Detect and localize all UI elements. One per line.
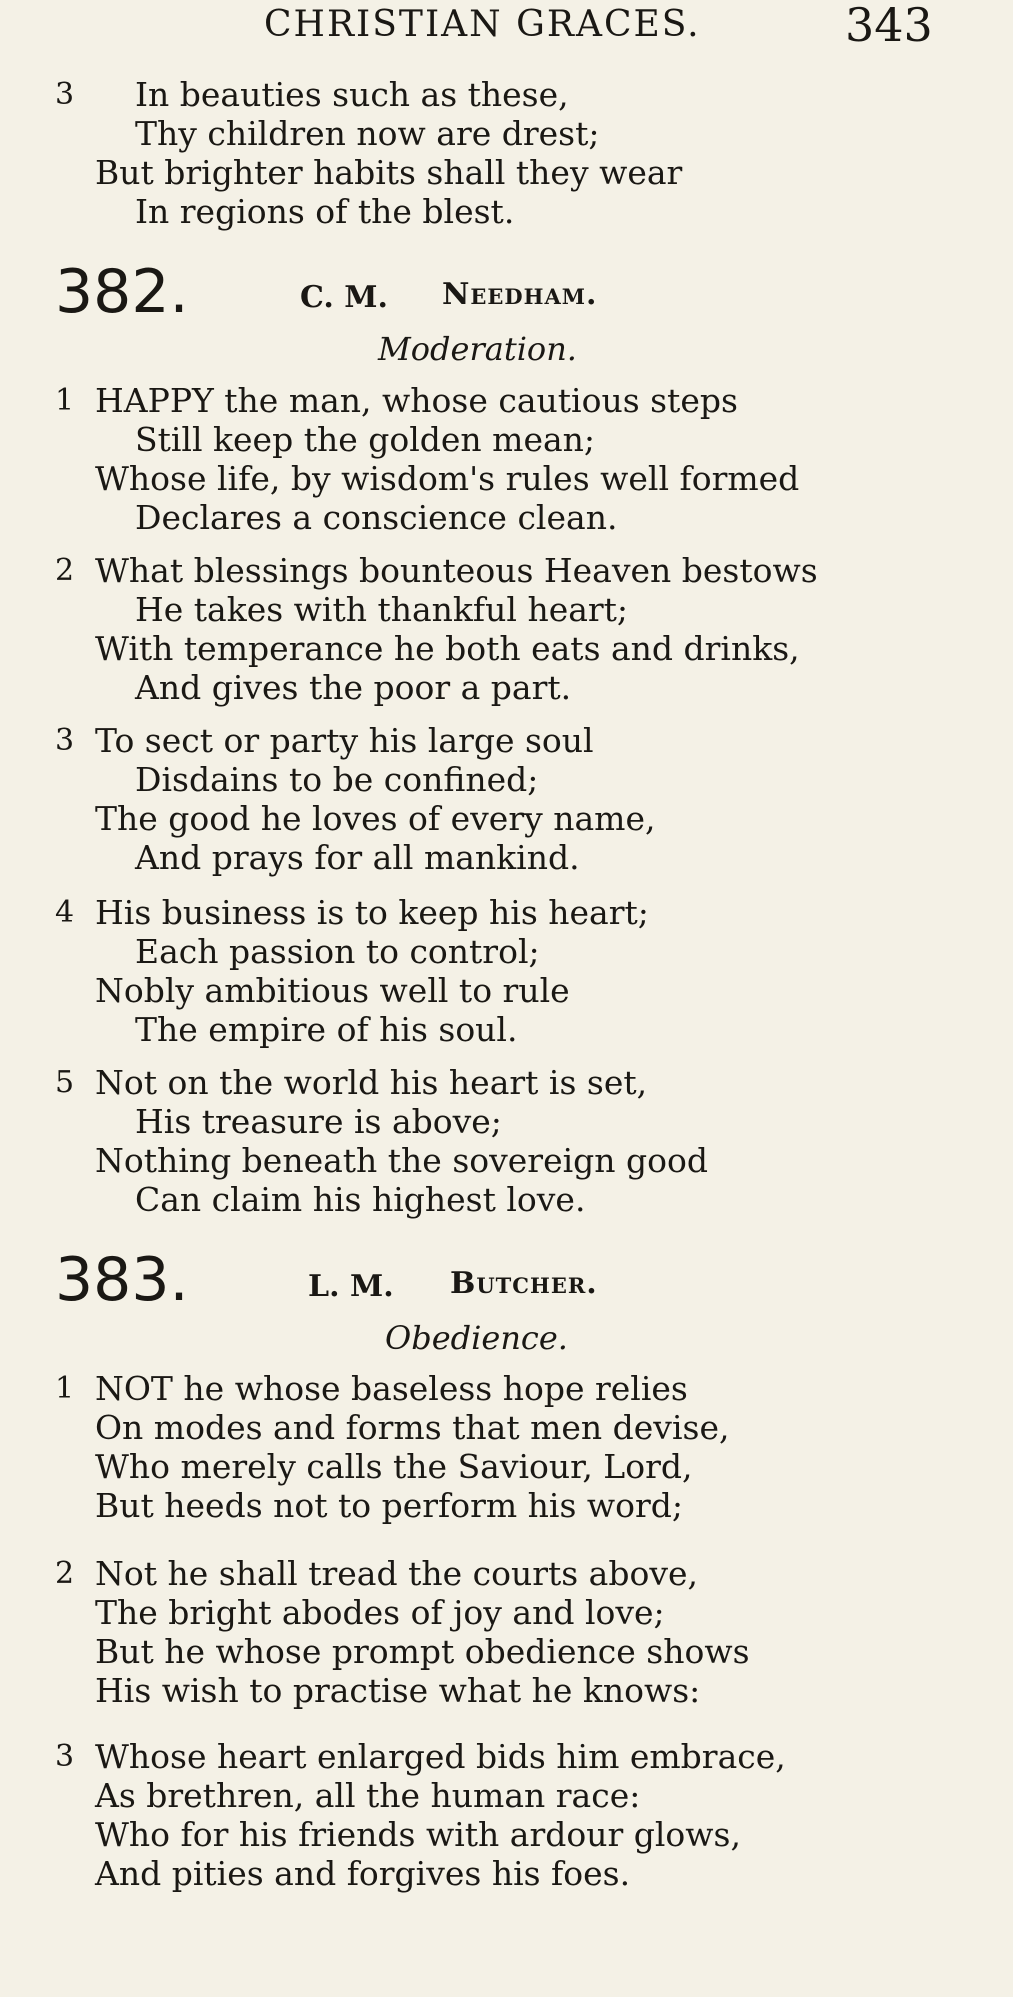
- verse-number: 2: [55, 553, 75, 588]
- verse-line: Nobly ambitious well to rule: [95, 971, 570, 1010]
- verse-number: 4: [55, 895, 75, 930]
- verse-line: Declares a conscience clean.: [135, 498, 618, 537]
- verse-line: NOT he whose baseless hope relies: [95, 1369, 688, 1408]
- running-head: CHRISTIAN GRACES.: [264, 4, 701, 45]
- verse-line: The bright abodes of joy and love;: [95, 1593, 665, 1632]
- verse-line: Whose heart enlarged bids him embrace,: [95, 1737, 786, 1776]
- verse-line: HAPPY the man, whose cautious steps: [95, 381, 738, 420]
- verse-line: The empire of his soul.: [135, 1010, 518, 1049]
- verse-line: What blessings bounteous Heaven bestows: [95, 551, 818, 590]
- verse-number: 5: [55, 1065, 75, 1100]
- verse-line: Disdains to be confined;: [135, 760, 539, 799]
- verse-number: 1: [55, 1371, 75, 1406]
- hymn-number: 383.: [55, 1245, 189, 1315]
- verse-number: 3: [55, 723, 75, 758]
- verse-line: He takes with thankful heart;: [135, 590, 629, 629]
- verse-line: Still keep the golden mean;: [135, 420, 596, 459]
- verse-line: But he whose prompt obedience shows: [95, 1632, 750, 1671]
- verse-line: Who for his friends with ardour glows,: [95, 1815, 741, 1854]
- verse-line: And pities and forgives his foes.: [95, 1854, 631, 1893]
- verse-line: Who merely calls the Saviour, Lord,: [95, 1447, 693, 1486]
- verse-line: Whose life, by wisdom's rules well formed: [95, 459, 800, 498]
- verse-line: On modes and forms that men devise,: [95, 1408, 730, 1447]
- verse-line: His business is to keep his heart;: [95, 893, 649, 932]
- verse-line: And gives the poor a part.: [135, 668, 572, 707]
- hymn-meter: C. M.: [300, 280, 388, 315]
- hymn-tune: Needham.: [442, 277, 598, 312]
- verse-line: Can claim his highest love.: [135, 1180, 586, 1219]
- hymn-number: 382.: [55, 257, 189, 327]
- hymn-tune: Butcher.: [450, 1266, 598, 1301]
- verse-line: The good he loves of every name,: [95, 799, 656, 838]
- verse-line: But brighter habits shall they wear: [95, 153, 683, 192]
- verse-number: 3: [55, 77, 75, 112]
- page-number: 343: [845, 0, 933, 52]
- verse-line: Not on the world his heart is set,: [95, 1063, 648, 1102]
- verse-line: But heeds not to perform his word;: [95, 1486, 684, 1525]
- verse-line: To sect or party his large soul: [95, 721, 594, 760]
- verse-line: Each passion to control;: [135, 932, 540, 971]
- hymn-meter: L. M.: [308, 1269, 394, 1304]
- verse-line: Nothing beneath the sovereign good: [95, 1141, 709, 1180]
- hymn-subject: Obedience.: [385, 1319, 568, 1357]
- verse-line: As brethren, all the human race:: [95, 1776, 641, 1815]
- verse-number: 2: [55, 1556, 75, 1591]
- hymn-subject: Moderation.: [378, 330, 577, 368]
- verse-line: His wish to practise what he knows:: [95, 1671, 701, 1710]
- verse-line: In regions of the blest.: [135, 192, 515, 231]
- verse-number: 3: [55, 1739, 75, 1774]
- verse-line: Not he shall tread the courts above,: [95, 1554, 699, 1593]
- verse-line: And prays for all mankind.: [135, 838, 580, 877]
- verse-number: 1: [55, 383, 75, 418]
- verse-line: His treasure is above;: [135, 1102, 502, 1141]
- verse-line: With temperance he both eats and drinks,: [95, 629, 800, 668]
- verse-line: In beauties such as these,: [135, 75, 569, 114]
- verse-line: Thy children now are drest;: [135, 114, 600, 153]
